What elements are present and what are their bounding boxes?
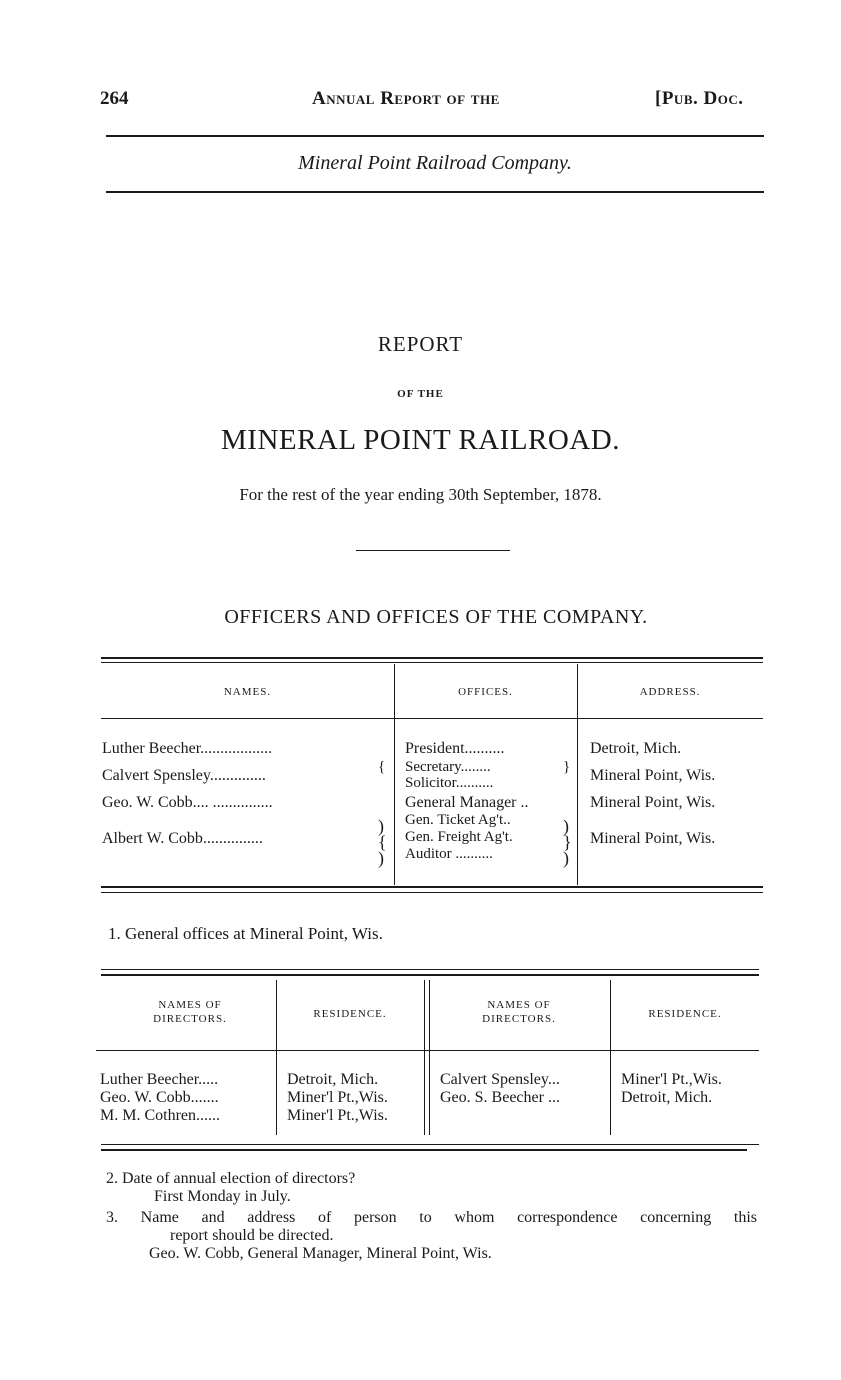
- officer-office: Secretary........: [405, 759, 491, 775]
- director-name: Calvert Spensley...: [440, 1071, 560, 1088]
- brace-right: }: [563, 759, 571, 775]
- header-rule-top: [106, 135, 764, 137]
- officer-name: Luther Beecher..................: [102, 740, 273, 757]
- note-general-offices: 1. General offices at Mineral Point, Wis.: [108, 924, 383, 943]
- question-2: 2. Date of annual election of directors?: [106, 1170, 356, 1187]
- officer-address: Detroit, Mich.: [590, 740, 682, 757]
- directors-header-rule: [96, 1050, 759, 1051]
- report-title-line2: OF THE: [397, 388, 444, 400]
- report-period: For the rest of the year ending 30th September, 1878.: [239, 485, 602, 504]
- report-title-line1: REPORT: [377, 332, 464, 356]
- directors-col-divider-3: [610, 980, 611, 1135]
- officer-office: Gen. Freight Ag't.: [405, 829, 513, 845]
- running-doc-label: [Pub. Doc.: [655, 88, 744, 109]
- subheader: Mineral Point Railroad Company.: [298, 152, 572, 174]
- directors-col-divider-2a: [424, 980, 425, 1135]
- answer-3: Geo. W. Cobb, General Manager, Mineral Point, Wis.: [149, 1245, 492, 1262]
- officer-office: Auditor ..........: [405, 846, 493, 862]
- officer-address: Mineral Point, Wis.: [590, 767, 716, 784]
- title-divider: [356, 550, 510, 551]
- col-header-offices: OFFICES.: [458, 686, 513, 698]
- directors-col-divider-1: [276, 980, 277, 1135]
- director-name: Geo. S. Beecher ...: [440, 1089, 560, 1106]
- brace-left: {: [378, 759, 386, 775]
- brace-left: ) { ): [378, 816, 387, 868]
- running-title: Annual Report of the: [312, 88, 500, 109]
- officers-table-bottom-rule-2: [101, 892, 763, 893]
- director-residence: Miner'l Pt.,Wis.: [287, 1107, 388, 1124]
- officers-header-rule: [101, 718, 763, 719]
- page-number: 264: [100, 88, 129, 109]
- officers-table-top-rule-2: [101, 662, 763, 663]
- director-name: Geo. W. Cobb.......: [100, 1089, 219, 1106]
- question-3-continued: report should be directed.: [170, 1227, 334, 1244]
- col-header-address: ADDRESS.: [639, 686, 701, 698]
- officer-name: Albert W. Cobb...............: [102, 830, 263, 847]
- director-residence: Miner'l Pt.,Wis.: [287, 1089, 388, 1106]
- director-residence: Miner'l Pt.,Wis.: [621, 1071, 722, 1088]
- director-residence: Detroit, Mich.: [621, 1089, 713, 1106]
- col-header-directors-left: NAMES OF DIRECTORS.: [153, 999, 227, 1025]
- officer-name: Calvert Spensley..............: [102, 767, 266, 784]
- answer-2: First Monday in July.: [154, 1188, 291, 1205]
- officer-office: General Manager ..: [405, 794, 529, 811]
- officers-heading: OFFICERS AND OFFICES OF THE COMPANY.: [224, 606, 648, 628]
- col-header-residence-left: RESIDENCE.: [313, 1008, 387, 1020]
- col-header-directors-right: NAMES OF DIRECTORS.: [482, 999, 556, 1025]
- officers-table-top-rule: [101, 657, 763, 659]
- director-residence: Detroit, Mich.: [287, 1071, 379, 1088]
- directors-table-top-rule: [101, 969, 759, 970]
- col-header-residence-right: RESIDENCE.: [648, 1008, 722, 1020]
- report-title-line3: MINERAL POINT RAILROAD.: [221, 424, 620, 456]
- officer-address: Mineral Point, Wis.: [590, 794, 716, 811]
- officers-table-bottom-rule: [101, 886, 763, 888]
- question-3: 3. Name and address of person to whom correspondence concerning this: [106, 1209, 757, 1226]
- officer-name: Geo. W. Cobb.... ...............: [102, 794, 273, 811]
- col-header-names: NAMES.: [223, 686, 272, 698]
- officer-office: Solicitor..........: [405, 775, 494, 791]
- director-name: Luther Beecher.....: [100, 1071, 219, 1088]
- officer-office: Gen. Ticket Ag't..: [405, 812, 511, 828]
- header-rule-bottom: [106, 191, 764, 193]
- directors-col-divider-2b: [429, 980, 430, 1135]
- director-name: M. M. Cothren......: [100, 1107, 220, 1124]
- officer-address: Mineral Point, Wis.: [590, 830, 716, 847]
- brace-right: ) } ): [563, 816, 572, 868]
- officer-office: President..........: [405, 740, 505, 757]
- directors-table-top-rule-2: [101, 974, 759, 976]
- directors-table-bottom-rule: [101, 1144, 759, 1145]
- directors-table-bottom-rule-2: [101, 1149, 747, 1151]
